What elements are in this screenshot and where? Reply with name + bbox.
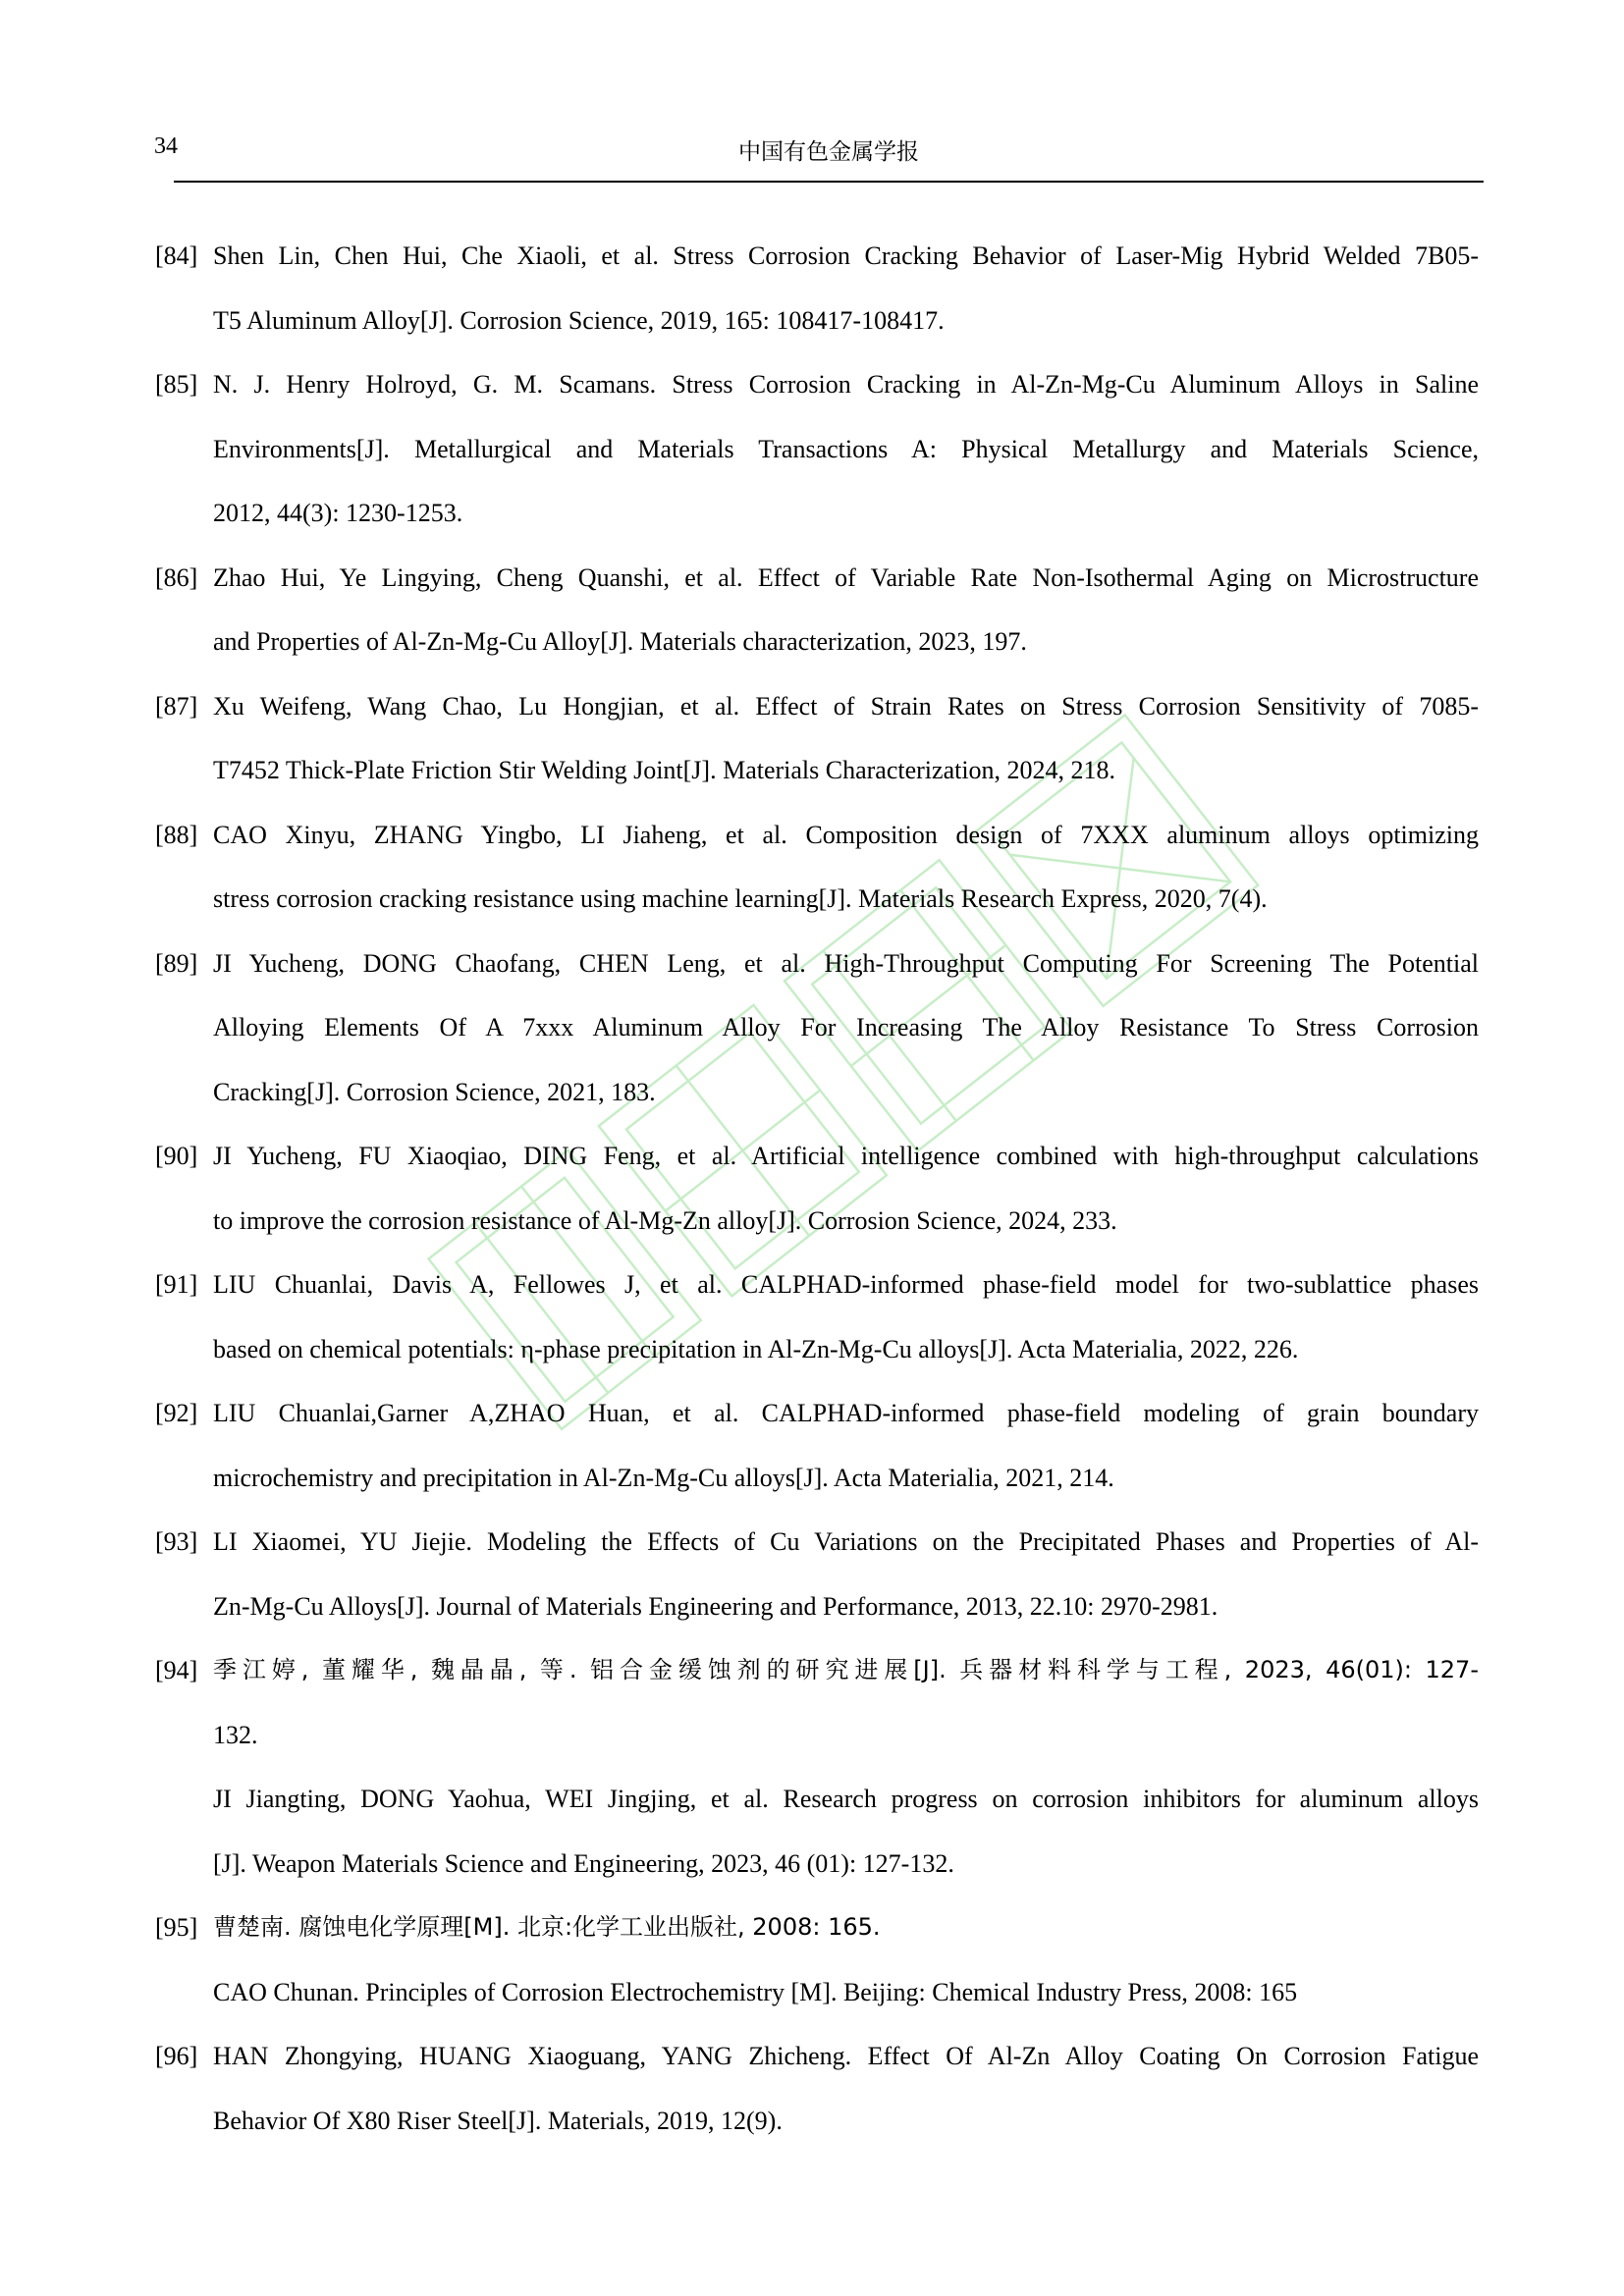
reference-line: T7452 Thick-Plate Friction Stir Welding Joint[J]. Materials Characterization, 2024, 218.: [213, 756, 1116, 784]
reference-line: HAN Zhongying, HUANG Xiaoguang, YANG Zhicheng. Effect Of Al-Zn Alloy Coating On Corrosion Fatigue: [213, 2042, 1479, 2070]
page-header: [154, 126, 1484, 185]
reference-number: [90]: [155, 1142, 198, 1170]
reference-number: [87]: [155, 691, 198, 721]
reference-line: 2012, 44(3): 1230-1253.: [213, 499, 463, 527]
reference-number: [89]: [155, 948, 198, 978]
reference-line: Environments[J]. Metallurgical and Materials Transactions A: Physical Metallurgy and Materials Science,: [213, 434, 1479, 463]
reference-item: [155, 224, 1479, 352]
reference-item: [155, 1253, 1479, 1381]
reference-number: [88]: [155, 820, 198, 849]
reference-line: LIU Chuanlai, Davis A, Fellowes J, et al. CALPHAD-informed phase-field model for two-sublattice phases: [213, 1270, 1479, 1299]
reference-list: [155, 224, 1479, 2153]
reference-line: JI Yucheng, FU Xiaoqiao, DING Feng, et al. Artificial intelligence combined with high-throughput calculations: [213, 1142, 1479, 1170]
reference-line: Xu Weifeng, Wang Chao, Lu Hongjian, et al. Effect of Strain Rates on Stress Corrosion Sensitivity of 7085-: [213, 691, 1479, 721]
reference-item: [155, 1124, 1479, 1253]
reference-line: 132.: [213, 1720, 258, 1749]
reference-line: T5 Aluminum Alloy[J]. Corrosion Science, 2019, 165: 108417-108417.: [213, 305, 945, 335]
reference-line: Alloying Elements Of A 7xxx Aluminum Alloy For Increasing The Alloy Resistance To Stress Corrosion: [213, 1013, 1479, 1041]
reference-number: [95]: [155, 1913, 198, 1942]
reference-line: JI Yucheng, DONG Chaofang, CHEN Leng, et al. High-Throughput Computing For Screening The Potential: [213, 948, 1479, 978]
journal-title: 中国有色金属学报: [738, 139, 919, 165]
reference-item: [155, 352, 1479, 546]
reference-line: based on chemical potentials: η-phase precipitation in Al-Zn-Mg-Cu alloys[J]. Acta Materialia, 2022, 226.: [213, 1334, 1299, 1363]
reference-line: Behavior Of X80 Riser Steel[J]. Materials, 2019, 12(9).: [213, 2106, 783, 2135]
header-rule: [174, 181, 1484, 183]
reference-line: 季江婷, 董耀华, 魏晶晶, 等. 铝合金缓蚀剂的研究进展[J]. 兵器材料科学与工程, 2023, 46(01): 127-: [213, 1656, 1479, 1683]
reference-line: Zhao Hui, Ye Lingying, Cheng Quanshi, et al. Effect of Variable Rate Non-Isothermal Aging on Microstructure: [213, 562, 1479, 592]
reference-number: [84]: [155, 241, 198, 270]
reference-number: [86]: [155, 562, 198, 592]
reference-number: [85]: [155, 370, 198, 399]
reference-item: [155, 1896, 1479, 2024]
page-number: 34: [154, 133, 178, 159]
reference-item: [155, 1638, 1479, 1896]
reference-item: [155, 1510, 1479, 1638]
reference-item: [155, 674, 1479, 803]
reference-line: CAO Chunan. Principles of Corrosion Electrochemistry [M]. Beijing: Chemical Industry Press, 2008: 165: [213, 1977, 1298, 2006]
reference-line: stress corrosion cracking resistance using machine learning[J]. Materials Research Express, 2020, 7(4).: [213, 884, 1268, 913]
reference-line: [J]. Weapon Materials Science and Engineering, 2023, 46 (01): 127-132.: [213, 1848, 954, 1878]
reference-item: [155, 546, 1479, 674]
reference-item: [155, 1381, 1479, 1510]
reference-number: [92]: [155, 1399, 198, 1427]
reference-item: [155, 932, 1479, 1125]
reference-line: and Properties of Al-Zn-Mg-Cu Alloy[J]. Materials characterization, 2023, 197.: [213, 627, 1027, 656]
reference-number: [94]: [155, 1656, 198, 1684]
reference-line: JI Jiangting, DONG Yaohua, WEI Jingjing, et al. Research progress on corrosion inhibitors for aluminum alloys: [213, 1785, 1479, 1813]
reference-item: [155, 2024, 1479, 2153]
reference-line: Shen Lin, Chen Hui, Che Xiaoli, et al. Stress Corrosion Cracking Behavior of Laser-Mig Hybrid Welded 7B05-: [213, 241, 1479, 270]
reference-number: [91]: [155, 1270, 198, 1299]
reference-line: to improve the corrosion resistance of Al-Mg-Zn alloy[J]. Corrosion Science, 2024, 233.: [213, 1205, 1117, 1235]
reference-line: N. J. Henry Holroyd, G. M. Scamans. Stress Corrosion Cracking in Al-Zn-Mg-Cu Aluminum Alloys in Saline: [213, 370, 1479, 399]
reference-line: Zn-Mg-Cu Alloys[J]. Journal of Materials Engineering and Performance, 2013, 22.10: 2970-2981.: [213, 1591, 1218, 1621]
reference-line: LI Xiaomei, YU Jiejie. Modeling the Effects of Cu Variations on the Precipitated Phases and Properties of Al-: [213, 1527, 1479, 1556]
reference-line: Cracking[J]. Corrosion Science, 2021, 183.: [213, 1077, 656, 1106]
reference-item: [155, 803, 1479, 932]
reference-number: [93]: [155, 1527, 198, 1556]
reference-line: 曹楚南. 腐蚀电化学原理[M]. 北京:化学工业出版社, 2008: 165.: [213, 1913, 881, 1941]
reference-line: LIU Chuanlai,Garner A,ZHAO Huan, et al. CALPHAD-informed phase-field modeling of grain boundary: [213, 1399, 1479, 1427]
reference-line: microchemistry and precipitation in Al-Zn-Mg-Cu alloys[J]. Acta Materialia, 2021, 214.: [213, 1463, 1114, 1492]
reference-number: [96]: [155, 2042, 198, 2070]
reference-line: CAO Xinyu, ZHANG Yingbo, LI Jiaheng, et al. Composition design of 7XXX aluminum alloys optimizing: [213, 820, 1479, 849]
